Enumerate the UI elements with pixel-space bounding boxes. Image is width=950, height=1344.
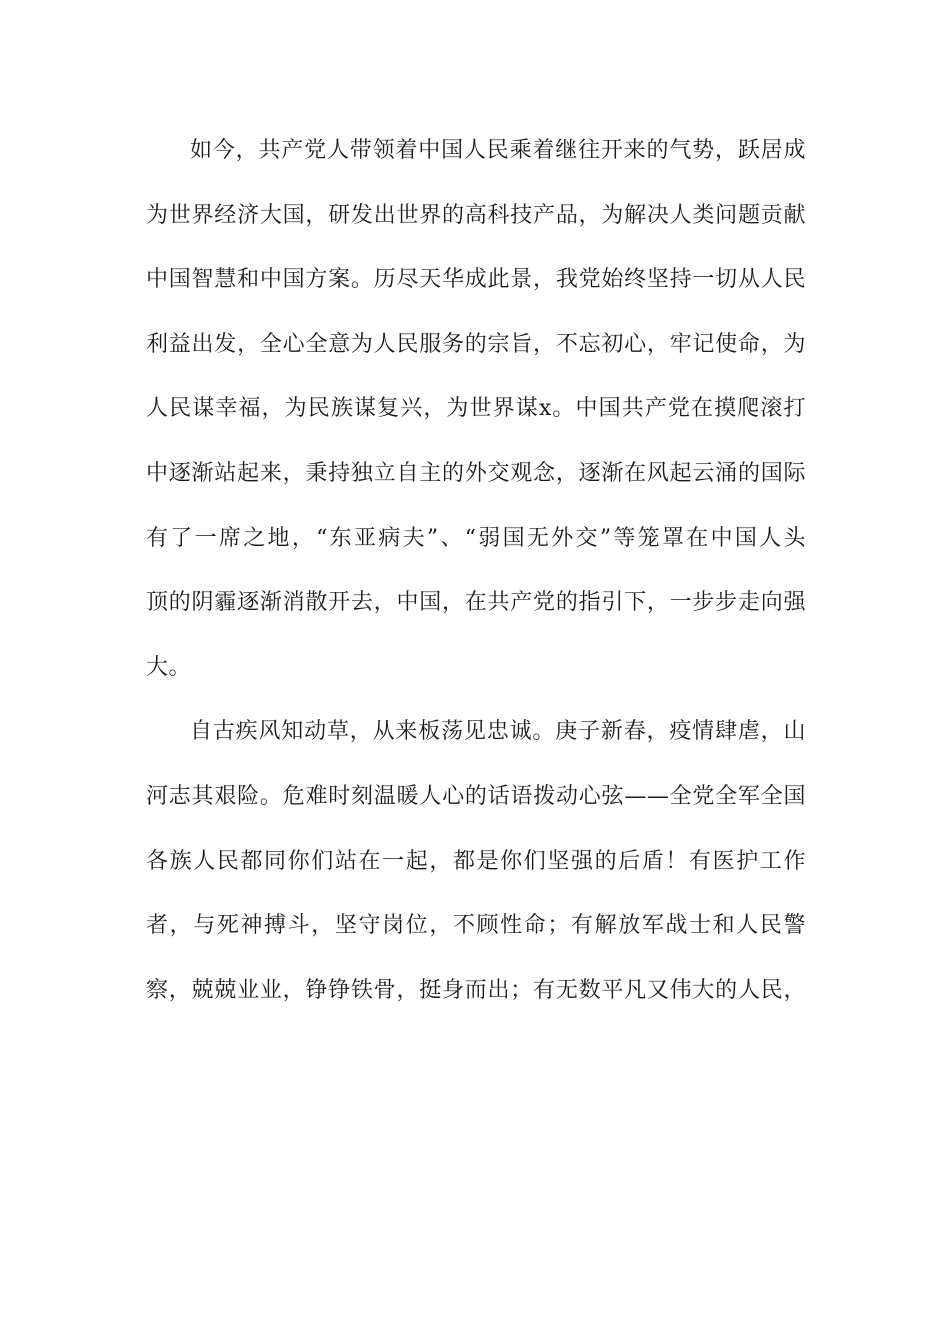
- paragraph-1: [146, 128, 806, 709]
- text-line: 者，与死神搏斗，坚守岗位，不顾性命；有解放军战士和人民警: [146, 913, 806, 939]
- text-line: 人民谋幸福，为民族谋复兴，为世界谋x。中国共产党在摸爬滚打: [146, 396, 806, 422]
- text-line: 利益出发，全心全意为人民服务的宗旨，不忘初心，牢记使命，为: [146, 331, 806, 357]
- text-line: 察，兢兢业业，铮铮铁骨，挺身而出；有无数平凡又伟大的人民，: [146, 977, 806, 1003]
- text-line: 中国智慧和中国方案。历尽天华成此景，我党始终坚持一切从人民: [146, 267, 806, 293]
- text-line: 大。: [146, 654, 192, 680]
- text-line: 为世界经济大国，研发出世界的高科技产品，为解决人类问题贡献: [146, 202, 806, 228]
- text-line: 中逐渐站起来，秉持独立自主的外交观念，逐渐在风起云涌的国际: [146, 460, 806, 486]
- text-line: 各族人民都同你们站在一起，都是你们坚强的后盾！有医护工作: [146, 848, 806, 874]
- document-body: [146, 128, 806, 1032]
- text-line: 顶的阴霾逐渐消散开去，中国，在共产党的指引下，一步步走向强: [146, 590, 806, 616]
- paragraph-2: [146, 709, 806, 1032]
- text-line: 自古疾风知动草，从来板荡见忠诚。庚子新春，疫情肆虐，山: [190, 719, 806, 745]
- text-line: 如今，共产党人带领着中国人民乘着继往开来的气势，跃居成: [190, 138, 806, 163]
- text-line: 有了一席之地，“东亚病夫”、“弱国无外交”等笼罩在中国人头: [146, 525, 806, 551]
- text-line: 河志其艰险。危难时刻温暖人心的话语拨动心弦——全党全军全国: [146, 783, 806, 809]
